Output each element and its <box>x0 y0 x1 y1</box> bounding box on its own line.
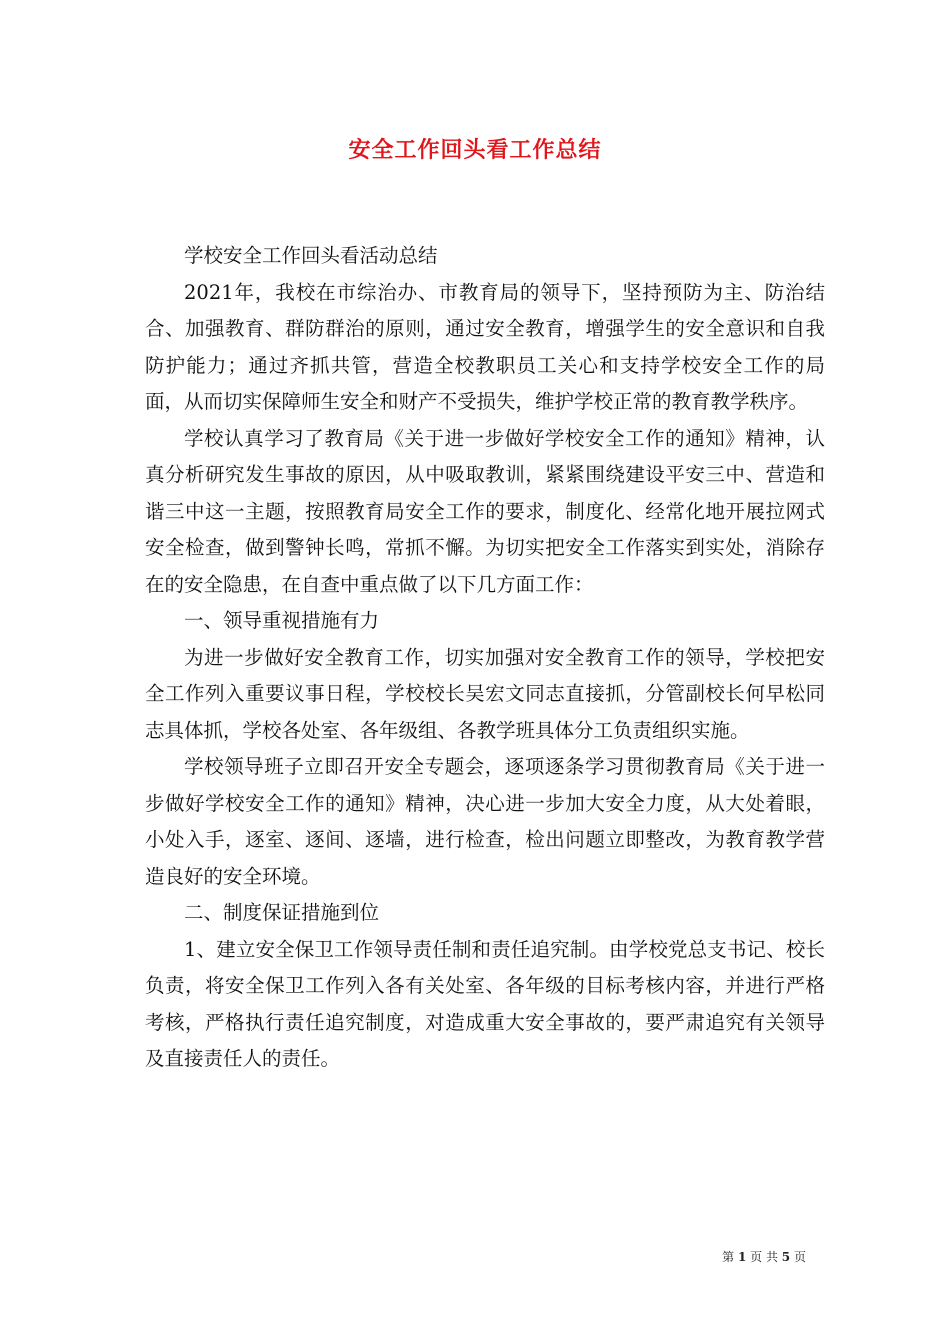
footer-middle: 页 共 <box>750 1250 778 1264</box>
paragraph-subtitle: 学校安全工作回头看活动总结 <box>184 244 438 267</box>
paragraph-leadership: 为进一步做好安全教育工作，切实加强对安全教育工作的领导，学校把安全工作列入重要议事日程，学校校长吴宏文同志直接抓，分管副校长何早松同志具体抓，学校各处室、各年级组、各教学班具体分工负责组织实施。 <box>145 645 825 742</box>
section-heading-2: 二、制度保证措施到位 <box>184 901 380 924</box>
footer-total-pages: 5 <box>781 1250 791 1264</box>
paragraph-study: 学校认真学习了教育局《关于进一步做好学校安全工作的通知》精神，认真分析研究发生事故的原因，从中吸取教训，紧紧围绕建设平安三中、营造和谐三中这一主题，按照教育局安全工作的要求，制度化、经常化地开展拉网式安全检查，做到警钟长鸣，常抓不懈。为切实把安全工作落实到实处，消除存在的安全隐患，在自查中重点做了以下几方面工作： <box>145 426 825 596</box>
footer-prefix: 第 <box>722 1250 735 1264</box>
paragraph-intro: 2021年，我校在市综治办、市教育局的领导下，坚持预防为主、防治结合、加强教育、群防群治的原则，通过安全教育，增强学生的安全意识和自我防护能力；通过齐抓共管，营造全校教职员工关心和支持学校安全工作的局面，从而切实保障师生安全和财产不受损失，维护学校正常的教育教学秩序。 <box>145 280 825 413</box>
document-title: 安全工作回头看工作总结 <box>348 137 602 163</box>
footer-current-page: 1 <box>737 1250 747 1264</box>
footer-suffix: 页 <box>793 1250 806 1264</box>
document-body <box>145 238 825 1078</box>
page-number-footer <box>722 1248 806 1265</box>
paragraph-meeting: 学校领导班子立即召开安全专题会，逐项逐条学习贯彻教育局《关于进一步做好学校安全工作的通知》精神，决心进一步加大安全力度，从大处着眼，小处入手，逐室、逐间、逐墙，进行检查，检出问题立即整改，为教育教学营造良好的安全环境。 <box>145 755 825 888</box>
paragraph-responsibility: 1、建立安全保卫工作领导责任制和责任追究制。由学校党总支书记、校长负责，将安全保卫工作列入各有关处室、各年级的目标考核内容，并进行严格考核，严格执行责任追究制度，对造成重大安全事故的，要严肃追究有关领导及直接责任人的责任。 <box>145 937 825 1070</box>
section-heading-1: 一、领导重视措施有力 <box>184 609 380 632</box>
